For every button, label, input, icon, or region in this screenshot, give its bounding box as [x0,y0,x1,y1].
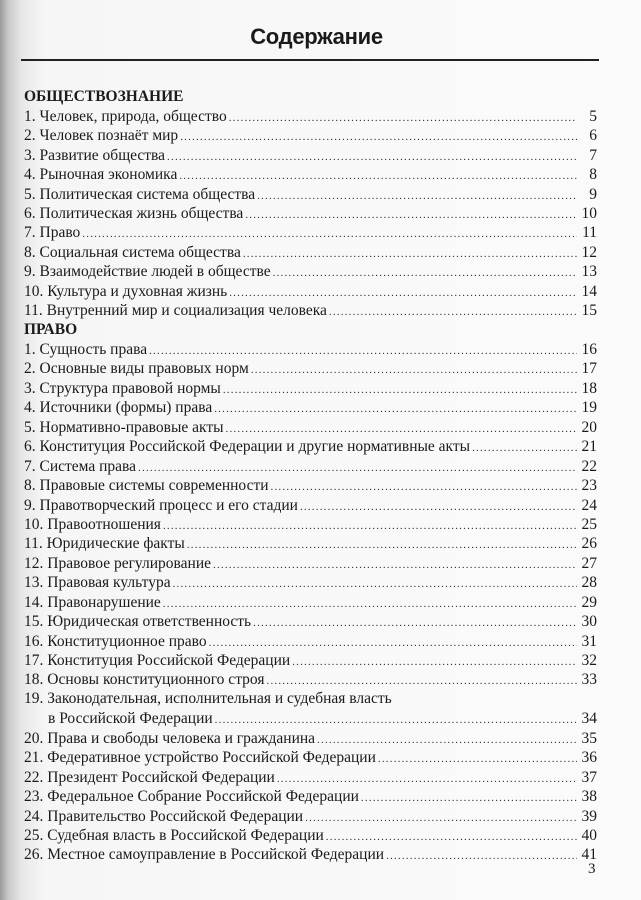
dot-leader [209,632,577,651]
dot-leader [251,359,577,378]
dot-leader [326,826,577,845]
toc-entry[interactable] [24,242,597,261]
section-heading: ОБЩЕСТВОЗНАНИЕ [24,88,184,105]
toc-page-number: 9 [589,185,597,203]
toc-entry[interactable] [24,437,597,456]
dot-leader [245,204,577,223]
dot-leader [213,554,577,573]
toc-page-number: 21 [581,438,597,456]
dot-leader [243,243,577,262]
toc-entry-label[interactable]: 19. Законодательная, исполнительная и судебная власть [24,690,392,708]
toc-entry[interactable] [24,709,597,728]
dot-leader [179,165,577,184]
toc-entry-label: 5. Политическая система общества [24,185,256,203]
toc-page-number: 39 [581,807,597,825]
toc-page-number: 27 [581,554,597,572]
toc-entry[interactable] [24,204,597,223]
dot-leader [253,612,577,631]
toc-page-number: 5 [589,107,597,125]
toc-page-number: 32 [581,652,597,670]
toc-entry[interactable] [24,515,597,534]
toc-entry[interactable] [24,787,597,806]
toc-entry[interactable] [24,340,597,359]
toc-entry[interactable] [24,126,597,145]
toc-entry[interactable] [24,651,597,670]
toc-entry-label: 3. Структура правовой нормы [24,379,221,397]
toc-entry[interactable] [24,534,597,553]
toc-entry[interactable] [24,612,597,631]
toc-entry[interactable] [24,165,597,184]
dot-leader [300,496,577,515]
toc-page-number: 16 [581,341,597,359]
dot-leader [257,185,577,204]
toc-entry[interactable] [24,417,597,436]
toc-entry[interactable] [24,806,597,825]
toc-page-number: 30 [581,613,597,631]
toc-entry[interactable] [24,281,597,300]
toc-entry-label: 23. Федеральное Собрание Российской Федерации [24,788,359,806]
dot-leader [163,593,577,612]
toc-entry-label: 18. Основы конституционного строя [24,671,265,689]
dot-leader [149,340,577,359]
toc-entry-label: 16. Конституционное право [24,632,207,650]
dot-leader [378,748,577,767]
toc-entry-label: 4. Источники (формы) права [24,399,213,417]
toc-page-number: 20 [581,418,597,436]
dot-leader [82,223,577,242]
toc-page-number: 7 [589,146,597,164]
dot-leader [180,126,577,145]
toc-entry[interactable] [24,301,597,320]
page-title-text: Содержание [250,24,383,49]
dot-leader [215,709,577,728]
toc-entry[interactable] [24,592,597,611]
dot-leader [226,418,577,437]
toc-entry-label: 10. Культура и духовная жизнь [24,282,228,300]
toc-page-number: 33 [581,671,597,689]
toc-page-number: 10 [581,205,597,223]
toc-entry-label: 7. Право [24,224,81,242]
toc-entry-label: 25. Судебная власть в Российской Федерации [24,826,324,844]
toc-page-number: 37 [581,768,597,786]
dot-leader [163,515,577,534]
table-of-contents [24,87,597,864]
dot-leader [229,282,577,301]
dot-leader [292,651,577,670]
toc-entry[interactable] [24,106,597,125]
toc-entry[interactable] [24,456,597,475]
dot-leader [472,437,577,456]
dot-leader [214,398,577,417]
dot-leader [187,534,577,553]
toc-entry[interactable] [24,223,597,242]
toc-page-number: 28 [581,574,597,592]
toc-page-number: 11 [582,224,597,242]
dot-leader [305,807,577,826]
toc-entry-label: 20. Права и свободы человека и гражданина [24,729,316,747]
title-divider [21,59,599,61]
toc-entry-label: 2. Человек познаёт мир [24,127,179,145]
toc-entry[interactable] [24,573,597,592]
toc-entry[interactable] [24,476,597,495]
toc-page-number: 12 [581,243,597,261]
toc-entry-label: 3. Развитие общества [24,146,166,164]
dot-leader [271,476,577,495]
toc-entry-label: 6. Политическая жизнь общества [24,205,244,223]
toc-page-number: 6 [589,127,597,145]
toc-page-number: 15 [581,302,597,320]
toc-page-number: 23 [581,477,597,495]
toc-entry-label: 1. Человек, природа, общество [24,107,227,125]
toc-entry-label: 9. Правотворческий процесс и его стадии [24,496,298,514]
toc-entry-label: 26. Местное самоуправление в Российской Федерации [24,846,385,864]
toc-entry-label: 17. Конституция Российской Федерации [24,652,291,670]
toc-entry-label: 21. Федеративное устройство Российской Федерации [24,749,376,767]
dot-leader [229,107,577,126]
toc-entry-label: 8. Социальная система общества [24,243,241,261]
toc-entry[interactable] [24,845,597,864]
toc-entry[interactable] [24,728,597,747]
toc-entry-label: 8. Правовые системы современности [24,477,269,495]
dot-leader [361,787,577,806]
dot-leader [329,301,577,320]
toc-entry[interactable] [24,262,597,281]
toc-page-number: 31 [581,632,597,650]
toc-entry-label: 22. Президент Российской Федерации [24,768,275,786]
toc-entry-label: 2. Основные виды правовых норм [24,360,249,378]
dot-leader [317,729,577,748]
toc-entry[interactable] [24,767,597,786]
toc-page-number: 36 [581,749,597,767]
dot-leader [167,146,577,165]
toc-entry-label: 11. Внутренний мир и социализация человека [24,302,327,320]
toc-page-number: 38 [581,788,597,806]
toc-entry-label: в Российской Федерации [48,710,213,728]
page-title [0,24,641,50]
toc-entry[interactable] [24,398,597,417]
toc-entry-label: 10. Правоотношения [24,515,161,533]
toc-page-number: 25 [581,515,597,533]
toc-entry-label: 14. Правонарушение [24,593,161,611]
toc-page-number: 26 [581,535,597,553]
toc-entry[interactable] [24,184,597,203]
toc-entry-label: 15. Юридическая ответственность [24,613,252,631]
toc-entry[interactable] [24,378,597,397]
toc-entry[interactable] [24,670,597,689]
toc-page-number: 19 [581,399,597,417]
toc-entry-label: 4. Рыночная экономика [24,166,178,184]
toc-entry-label: 13. Правовая культура [24,574,171,592]
toc-page-number: 35 [581,729,597,747]
toc-entry[interactable] [24,495,597,514]
toc-page-number: 24 [581,496,597,514]
toc-entry[interactable] [24,826,597,845]
dot-leader [138,457,577,476]
toc-entry-label: 11. Юридические факты [24,535,185,553]
toc-page-number: 40 [581,826,597,844]
toc-entry[interactable] [24,553,597,572]
toc-entry[interactable] [24,631,597,650]
toc-entry-label: 6. Конституция Российской Федерации и другие нормативные акты [24,438,471,456]
toc-page-number: 41 [581,846,597,864]
toc-page-number: 17 [581,360,597,378]
toc-page-number: 22 [581,457,597,475]
toc-entry[interactable] [24,145,597,164]
toc-page-number: 18 [581,379,597,397]
dot-leader [267,670,578,689]
toc-entry-label: 5. Нормативно-правовые акты [24,418,224,436]
toc-entry-label: 1. Сущность права [24,341,148,359]
toc-entry[interactable] [24,359,597,378]
page-number: 3 [588,861,596,877]
toc-entry-label: 7. Система права [24,457,137,475]
dot-leader [273,262,577,281]
dot-leader [173,573,577,592]
toc-entry[interactable] [24,748,597,767]
toc-page-number: 13 [581,263,597,281]
toc-page-number: 34 [581,710,597,728]
toc-page-number: 8 [589,166,597,184]
toc-entry-label: 12. Правовое регулирование [24,554,211,572]
toc-entry-label: 9. Взаимодействие людей в обществе [24,263,271,281]
dot-leader [277,768,577,787]
toc-entry-label: 24. Правительство Российской Федерации [24,807,304,825]
dot-leader [386,845,577,864]
dot-leader [223,379,577,398]
toc-page-number: 29 [581,593,597,611]
toc-page-number: 14 [581,282,597,300]
section-heading: ПРАВО [24,321,78,339]
